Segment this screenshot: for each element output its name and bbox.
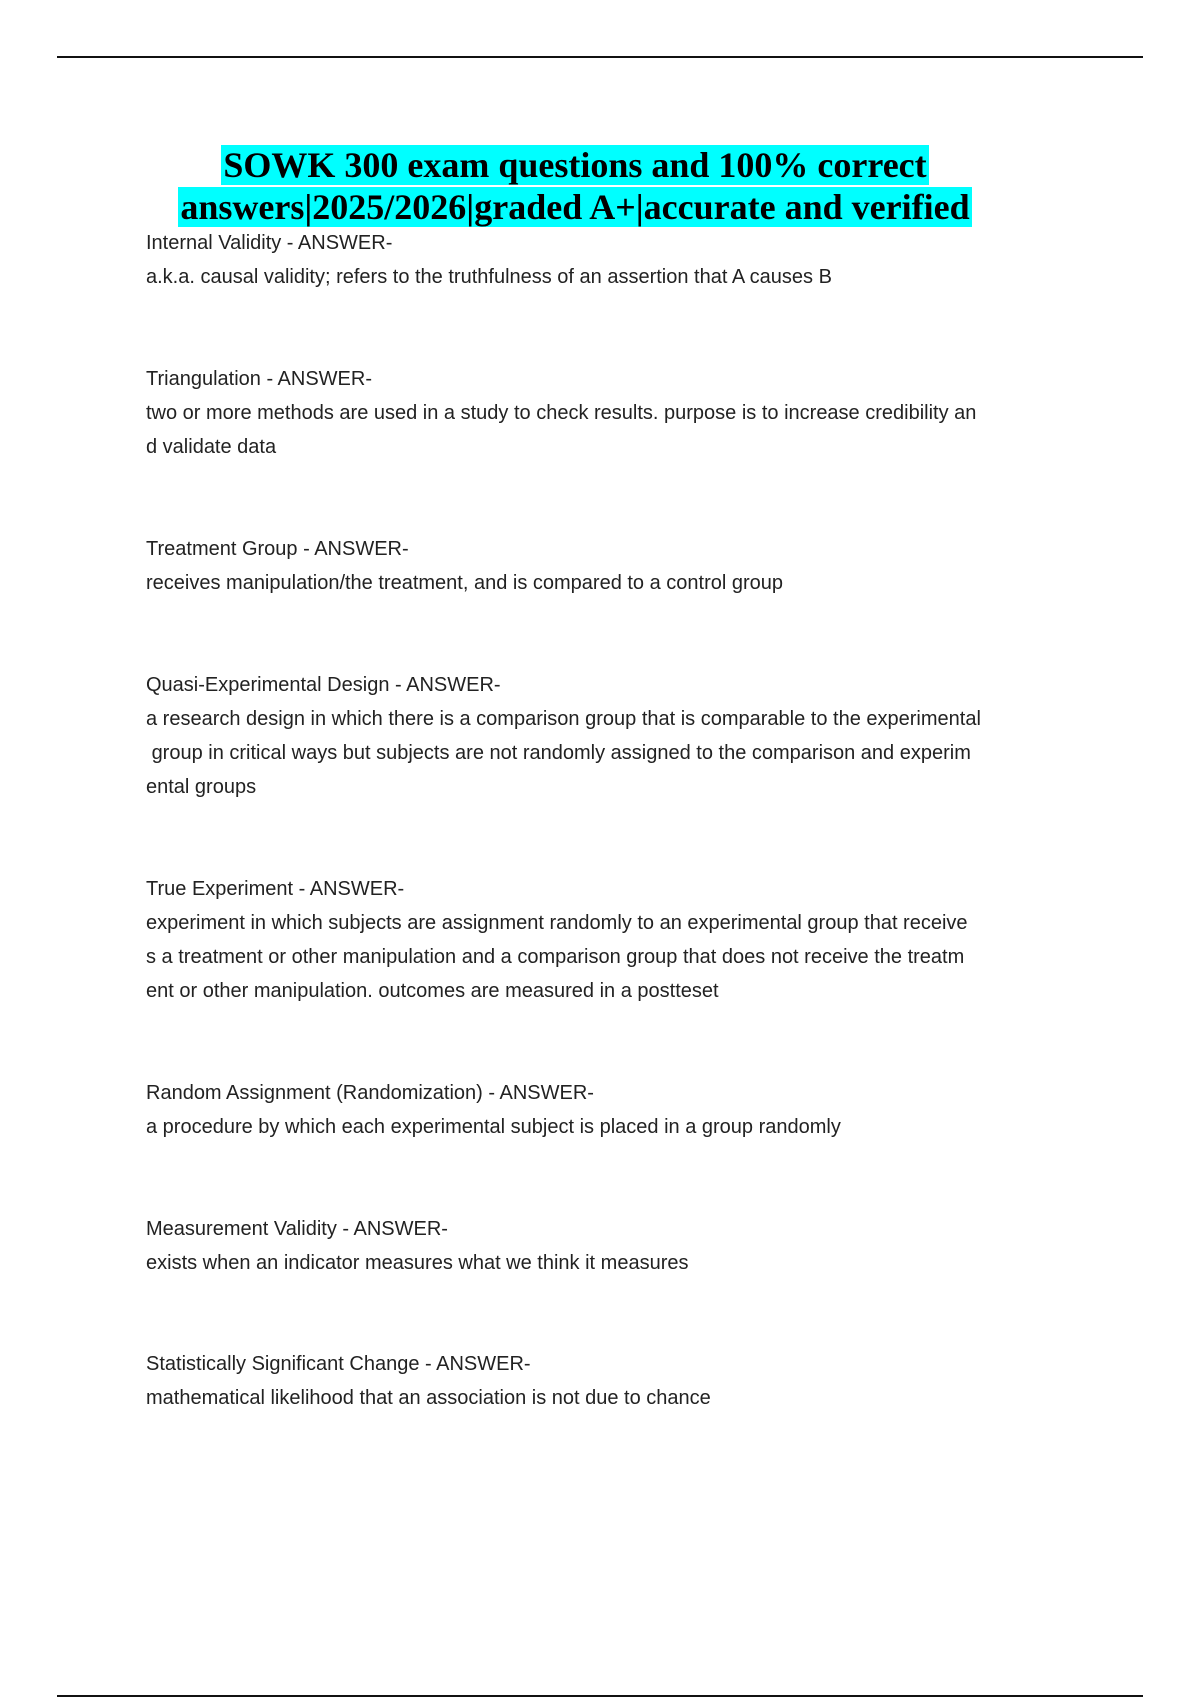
- qa-entry-statistically-significant-change: [146, 1347, 1066, 1415]
- entry-definition: a procedure by which each experimental subject is placed in a group randomly: [146, 1116, 841, 1138]
- qa-entry-internal-validity: [146, 226, 1066, 294]
- qa-entry-treatment-group: [146, 532, 1066, 600]
- document-title: [0, 144, 1150, 228]
- qa-entry-quasi-experimental-design: [146, 668, 1066, 804]
- qa-entry-random-assignment: [146, 1076, 1066, 1144]
- qa-entry-measurement-validity: [146, 1212, 1066, 1280]
- entry-term: Treatment Group - ANSWER-: [146, 538, 409, 560]
- entry-term: Measurement Validity - ANSWER-: [146, 1218, 448, 1240]
- entry-term: Internal Validity - ANSWER-: [146, 232, 393, 254]
- title-line-1: SOWK 300 exam questions and 100% correct: [223, 145, 927, 185]
- qa-entry-true-experiment: [146, 872, 1066, 1008]
- entry-definition: mathematical likelihood that an association is not due to chance: [146, 1387, 711, 1409]
- entry-definition: a.k.a. causal validity; refers to the truthfulness of an assertion that A causes B: [146, 266, 832, 288]
- entry-term: Statistically Significant Change - ANSWER-: [146, 1353, 531, 1375]
- entry-definition: receives manipulation/the treatment, and is compared to a control group: [146, 572, 784, 594]
- entry-definition: experiment in which subjects are assignment randomly to an experimental group that receive s a treatment or other manipulation and a comparison group that does not receive the treatm ent or other manipulation. outcomes are measured in a postteset: [146, 912, 968, 1002]
- title-line-2: answers|2025/2026|graded A+|accurate and verified: [180, 187, 970, 227]
- entry-term: Triangulation - ANSWER-: [146, 368, 372, 390]
- entry-term: Quasi-Experimental Design - ANSWER-: [146, 674, 501, 696]
- entry-definition: a research design in which there is a comparison group that is comparable to the experimental group in critical ways but subjects are not randomly assigned to the comparison and experim ental groups: [146, 708, 981, 798]
- top-rule: [57, 56, 1143, 58]
- qa-entry-triangulation: [146, 362, 1066, 464]
- entry-term: Random Assignment (Randomization) - ANSWER-: [146, 1082, 594, 1104]
- entry-definition: two or more methods are used in a study to check results. purpose is to increase credibility an d validate data: [146, 402, 977, 458]
- bottom-rule: [57, 1695, 1143, 1697]
- entry-definition: exists when an indicator measures what we think it measures: [146, 1252, 689, 1274]
- entry-term: True Experiment - ANSWER-: [146, 878, 405, 900]
